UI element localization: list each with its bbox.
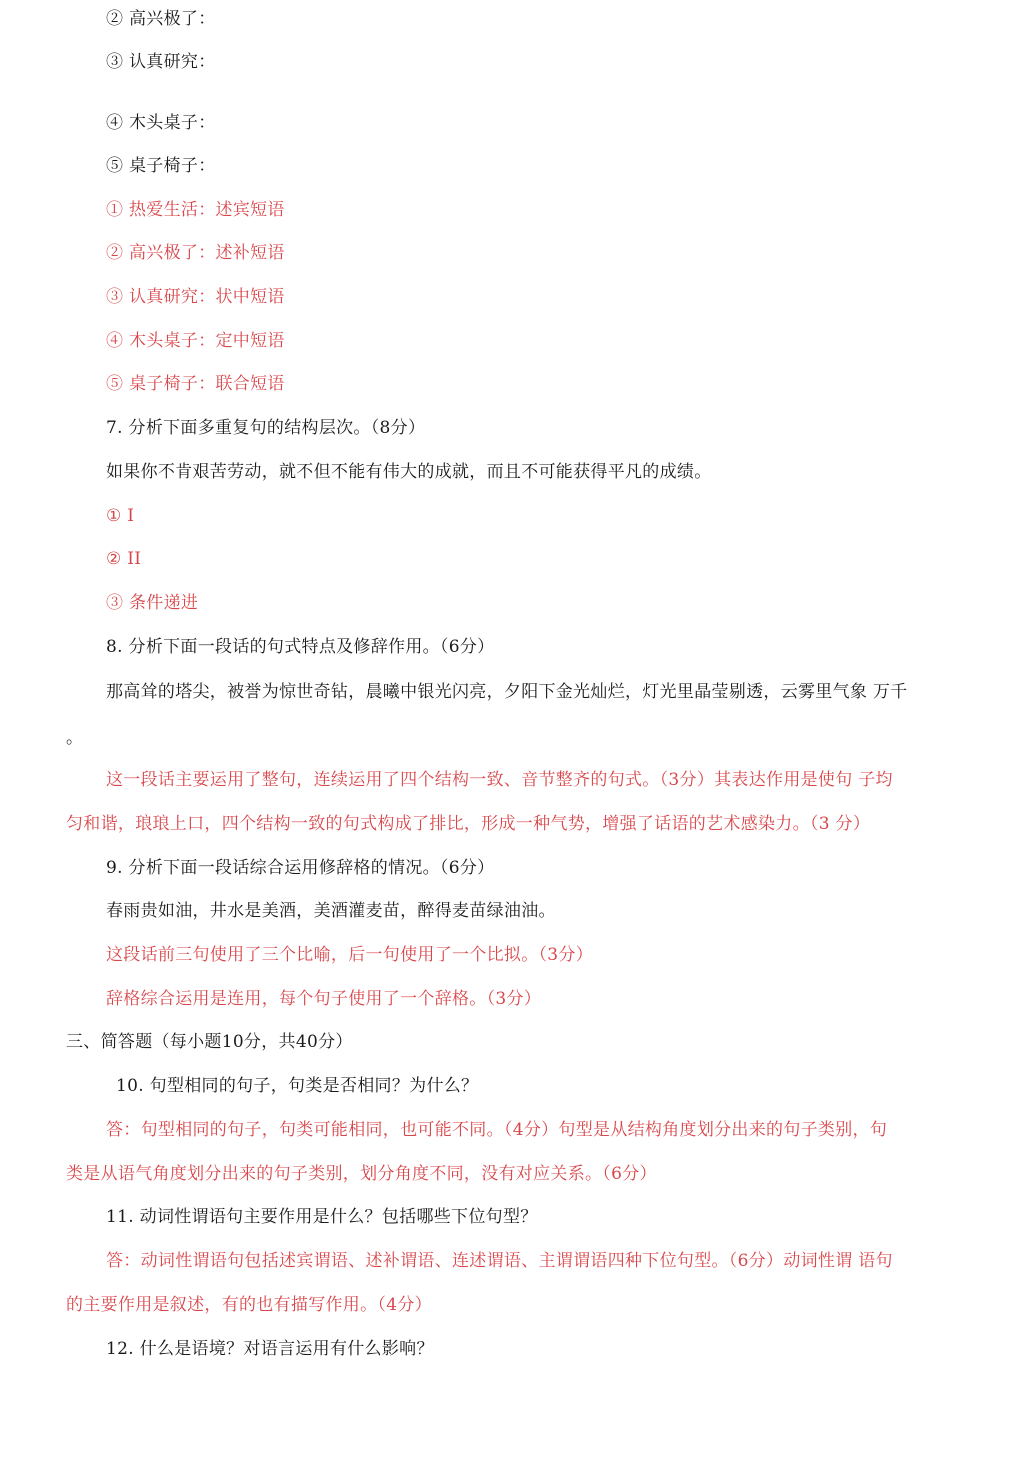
answer-5: ⑤ 桌子椅子：联合短语 — [106, 374, 285, 394]
question-9-answer-2: 辞格综合运用是连用，每个句子使用了一个辞格。（3分） — [106, 989, 542, 1009]
question-8-passage: 那高耸的塔尖，被誉为惊世奇钻，晨曦中银光闪亮，夕阳下金光灿烂，灯光里晶莹剔透，云雾里气象 万千 — [106, 682, 908, 702]
question-11: 11. 动词性谓语句主要作用是什么？包括哪些下位句型？ — [106, 1207, 538, 1227]
question-10-answer-line-1: 答：句型相同的句子，句类可能相同，也可能不同。（4分）句型是从结构角度划分出来的句子类别，句 — [106, 1120, 888, 1140]
question-9: 9. 分析下面一段话综合运用修辞格的情况。（6分） — [106, 858, 495, 878]
question-8-answer-line-1: 这一段话主要运用了整句，连续运用了四个结构一致、音节整齐的句式。（3分）其表达作用是使句 子均 — [106, 770, 893, 790]
item-5-question: ⑤ 桌子椅子： — [106, 156, 216, 176]
item-3-question: ③ 认真研究： — [106, 52, 216, 72]
question-7-answer-1: ① I — [106, 506, 135, 526]
question-10-answer-line-2: 类是从语气角度划分出来的句子类别，划分角度不同，没有对应关系。（6分） — [66, 1164, 657, 1184]
question-7-answer-3: ③ 条件递进 — [106, 593, 199, 613]
question-10: 10. 句型相同的句子，句类是否相同？为什么？ — [116, 1076, 479, 1096]
answer-2: ② 高兴极了：述补短语 — [106, 243, 285, 263]
question-7-answer-2: ② II — [106, 549, 142, 569]
question-8: 8. 分析下面一段话的句式特点及修辞作用。（6分） — [106, 637, 495, 657]
answer-4: ④ 木头桌子：定中短语 — [106, 331, 285, 351]
question-8-answer-line-2: 匀和谐，琅琅上口，四个结构一致的句式构成了排比，形成一种气势，增强了话语的艺术感染力。（3 分） — [66, 814, 871, 834]
question-9-passage: 春雨贵如油，井水是美酒，美酒灌麦苗，醉得麦苗绿油油。 — [106, 901, 556, 921]
answer-1: ① 热爱生活：述宾短语 — [106, 200, 285, 220]
item-4-question: ④ 木头桌子： — [106, 113, 216, 133]
section-3-heading: 三、简答题（每小题10分，共40分） — [66, 1032, 353, 1052]
question-7-sentence: 如果你不肯艰苦劳动，就不但不能有伟大的成就，而且不可能获得平凡的成绩。 — [106, 462, 712, 482]
question-11-answer-line-1: 答：动词性谓语句包括述宾谓语、述补谓语、连述谓语、主谓谓语四种下位句型。（6分）动词性谓 语句 — [106, 1251, 893, 1271]
question-11-answer-line-2: 的主要作用是叙述，有的也有描写作用。（4分） — [66, 1295, 432, 1315]
question-8-passage-end: 。 — [66, 728, 84, 748]
item-2-question: ② 高兴极了： — [106, 9, 216, 29]
question-12: 12. 什么是语境？对语言运用有什么影响？ — [106, 1339, 434, 1359]
answer-3: ③ 认真研究：状中短语 — [106, 287, 285, 307]
question-7: 7. 分析下面多重复句的结构层次。（8分） — [106, 418, 426, 438]
question-9-answer-1: 这段话前三句使用了三个比喻，后一句使用了一个比拟。（3分） — [106, 945, 594, 965]
